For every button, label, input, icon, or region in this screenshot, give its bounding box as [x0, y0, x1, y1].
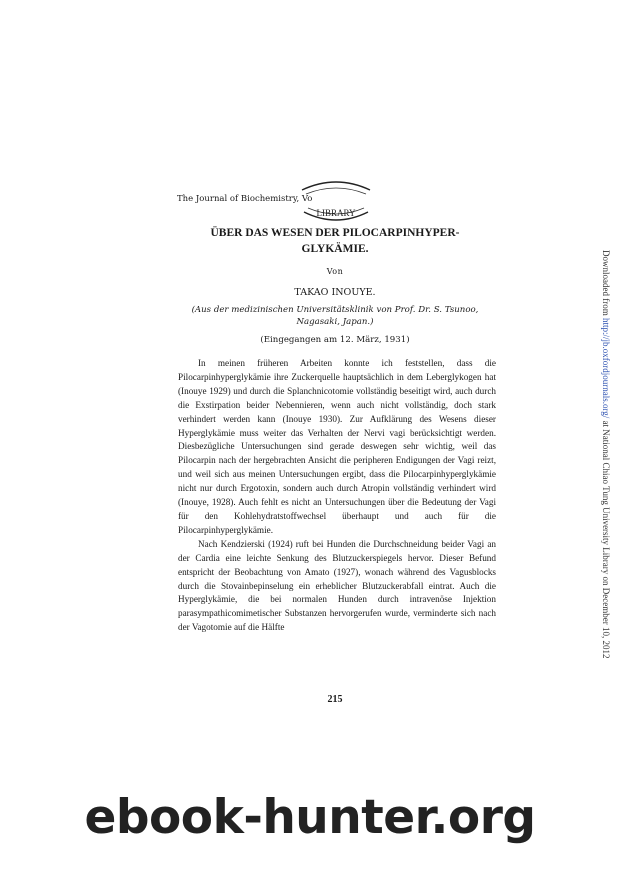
affiliation-line-1: (Aus der medizinischen Universitätsklinik von Prof. Dr. S. Tsunoo,	[191, 305, 479, 315]
download-note-prefix: Downloaded from	[601, 250, 611, 318]
library-stamp	[296, 176, 376, 230]
stamp-label: LIBRARY	[316, 208, 356, 218]
journal-header: The Journal of Biochemistry, Vo	[177, 194, 313, 204]
page-number: 215	[327, 694, 343, 705]
title-line-1: ÜBER DAS WESEN DER PILOCARPINHYPER-	[210, 227, 460, 239]
paragraph-2: Nach Kendzierski (1924) ruft bei Hunden die Durchschneidung beider Vagi an der Cardia eine leichte Senkung des Blutzuckerspiegels hervor. Dieser Befund entspricht der Beobachtung von Amato (1927), wonach während des Vagusblocks durch die Stovainbepinselung ein erheblicher Blutzuckerabfall eintrat. Auch die Hyperglykämie, die bei normalen Hunden durch intravenöse Injektion parasympathicomimetischer Substanzen hervorgerufen wurde, verminderte sich nach der Vagotomie auf die Hälfte	[178, 538, 496, 633]
article-title	[178, 225, 492, 257]
paragraph-1: In meinen früheren Arbeiten konnte ich feststellen, dass die Pilocarpinhyperglykämie ihre Zuckerquelle hauptsächlich in dem Leberglykogen hat (Inouye 1929) und durch die Splanchnicotomie vollständig beseitigt wird, auch durch die Exstirpation beider Nebennieren, wenn auch nicht vollständig, doch stark verhindert werden kann (Inouye 1930). Zur Aufklärung des Wesens dieser Hyperglykämie muss weiter das Verhalten der Nervi vagi berücksichtigt werden. Diesbezügliche Untersuchungen sind gerade deswegen sehr wichtig, weil das Pilocarpin nach der hergebrachten Ansicht die peripheren Endigungen der Vagi reizt, und weil sich aus meinen Untersuchungen ergibt, dass die Pilocarpinhyperglykämie nicht nur durch Ergotoxin, sondern auch durch Atropin vollständig verhindert wird (Inouye, 1928). Auch fehlt es nicht an Untersuchungen über die Bedeutung der Vagi für den Kohlehydratstoffwechsel überhaupt und auch für die Pilocarpinhyperglykämie.	[178, 358, 496, 535]
article-body	[178, 357, 496, 635]
received-date: (Eingegangen am 12. März, 1931)	[260, 335, 410, 345]
author-name: TAKAO INOUYE.	[294, 287, 376, 298]
watermark: ebook-hunter.org	[84, 790, 536, 845]
affiliation-line-2: Nagasaki, Japan.)	[296, 317, 374, 327]
download-note	[601, 250, 611, 659]
download-link[interactable]: http://jb.oxfordjournals.org/	[601, 317, 611, 419]
download-note-suffix: at National Chiao Tung University Library on December 10, 2012	[601, 418, 611, 659]
title-line-2: GLYKÄMIE.	[301, 243, 369, 255]
affiliation	[178, 304, 492, 328]
von-label: Von	[326, 267, 344, 276]
